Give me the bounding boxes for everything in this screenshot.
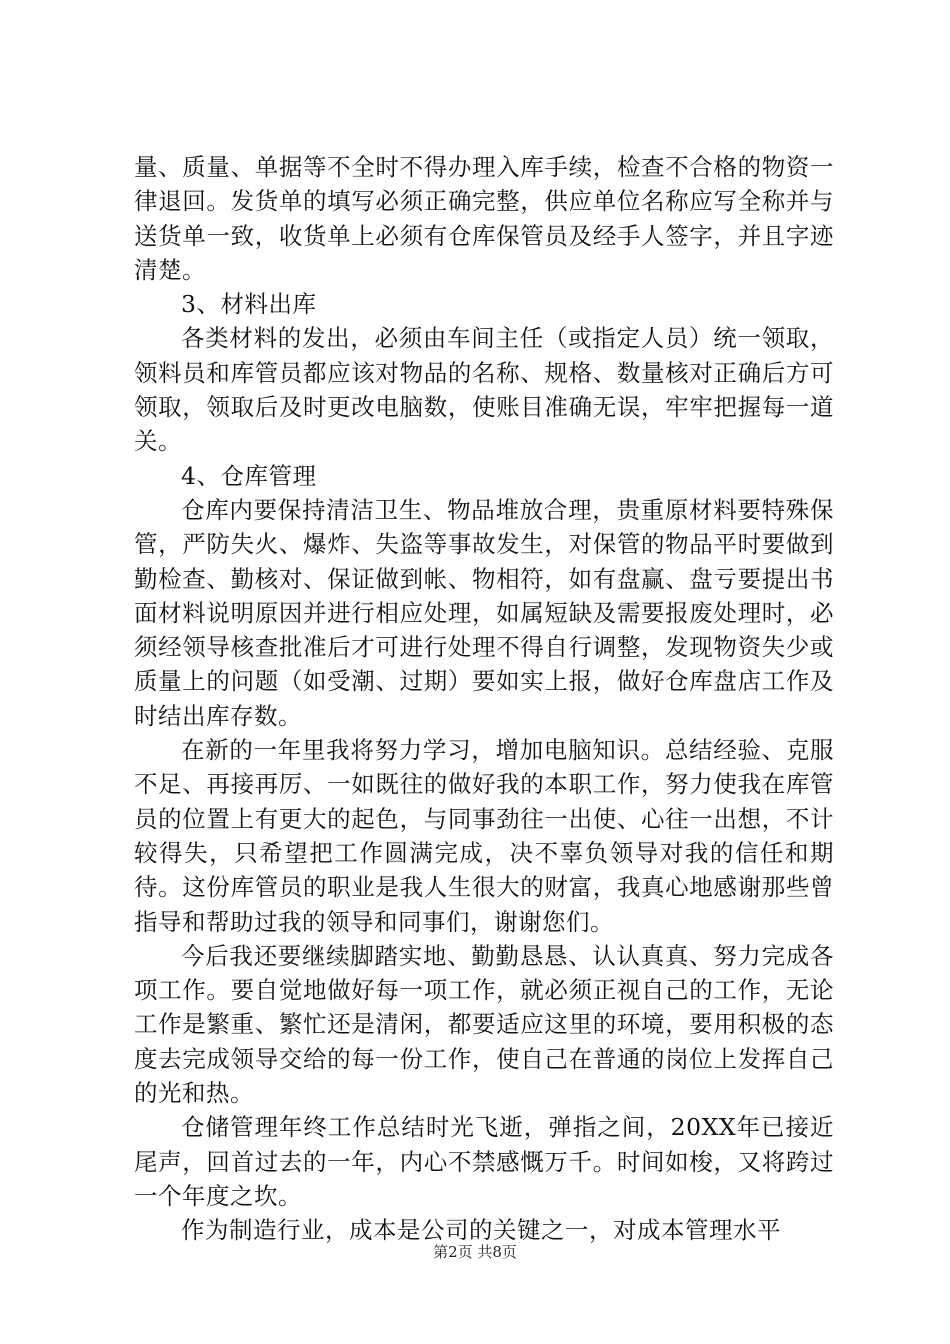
- paragraph-future-work: 今后我还要继续脚踏实地、勤勤恳恳、认认真真、努力完成各项工作。要自觉地做好每一项工作，就必须正视自己的工作，无论工作是繁重、繁忙还是清闲，都要适应这里的环境，要用积极的态度去完成领导交给的每一份工作，使自己在普通的岗位上发挥自己的光和热。: [134, 941, 834, 1108]
- document-body: [134, 150, 834, 1248]
- paragraph-year-end-summary: 仓储管理年终工作总结时光飞逝，弹指之间，20XX年已接近尾声，回首过去的一年，内心不禁感慨万千。时间如梭，又将跨过一个年度之坎。: [134, 1113, 834, 1210]
- section-heading-warehouse-management: 4、仓库管理: [181, 461, 317, 490]
- paragraph-new-year-plan: 在新的一年里我将努力学习，增加电脑知识。总结经验、克服不足、再接再厉、一如既往的做好我的本职工作，努力使我在库管员的位置上有更大的起色，与同事劲往一出使、心往一出想，不计较得失，只希望把工作圆满完成，决不辜负领导对我的信任和期待。这份库管员的职业是我人生很大的财富，我真心地感谢那些曾指导和帮助过我的领导和同事们，谢谢您们。: [134, 736, 834, 936]
- paragraph-continuation: 量、质量、单据等不全时不得办理入库手续，检查不合格的物资一律退回。发货单的填写必须正确完整，供应单位名称应写全称并与送货单一致，收货单上必须有仓库保管员及经手人签字，并且字迹清楚。: [134, 153, 834, 284]
- page-number-footer: 第2页 共8页: [433, 1243, 517, 1261]
- paragraph-warehouse-management: 仓库内要保持清洁卫生、物品堆放合理，贵重原材料要特殊保管，严防失火、爆炸、失盗等事故发生，对保管的物品平时要做到勤检查、勤核对、保证做到帐、物相符，如有盘赢、盘亏要提出书面材料说明原因并进行相应处理，如属短缺及需要报废处理时，必须经领导核查批准后才可进行处理不得自行调整，发现物资失少或质量上的问题（如受潮、过期）要如实上报，做好仓库盘店工作及时结出库存数。: [134, 495, 834, 730]
- paragraph-material-outbound: 各类材料的发出，必须由车间主任（或指定人员）统一领取，领料员和库管员都应该对物品的名称、规格、数量核对正确后方可领取，领取后及时更改电脑数，使账目准确无误，牢牢把握每一道关。: [134, 324, 834, 456]
- section-heading-material-outbound: 3、材料出库: [181, 290, 317, 319]
- paragraph-manufacturing-cost: 作为制造行业，成本是公司的关键之一，对成本管理水平: [181, 1216, 781, 1245]
